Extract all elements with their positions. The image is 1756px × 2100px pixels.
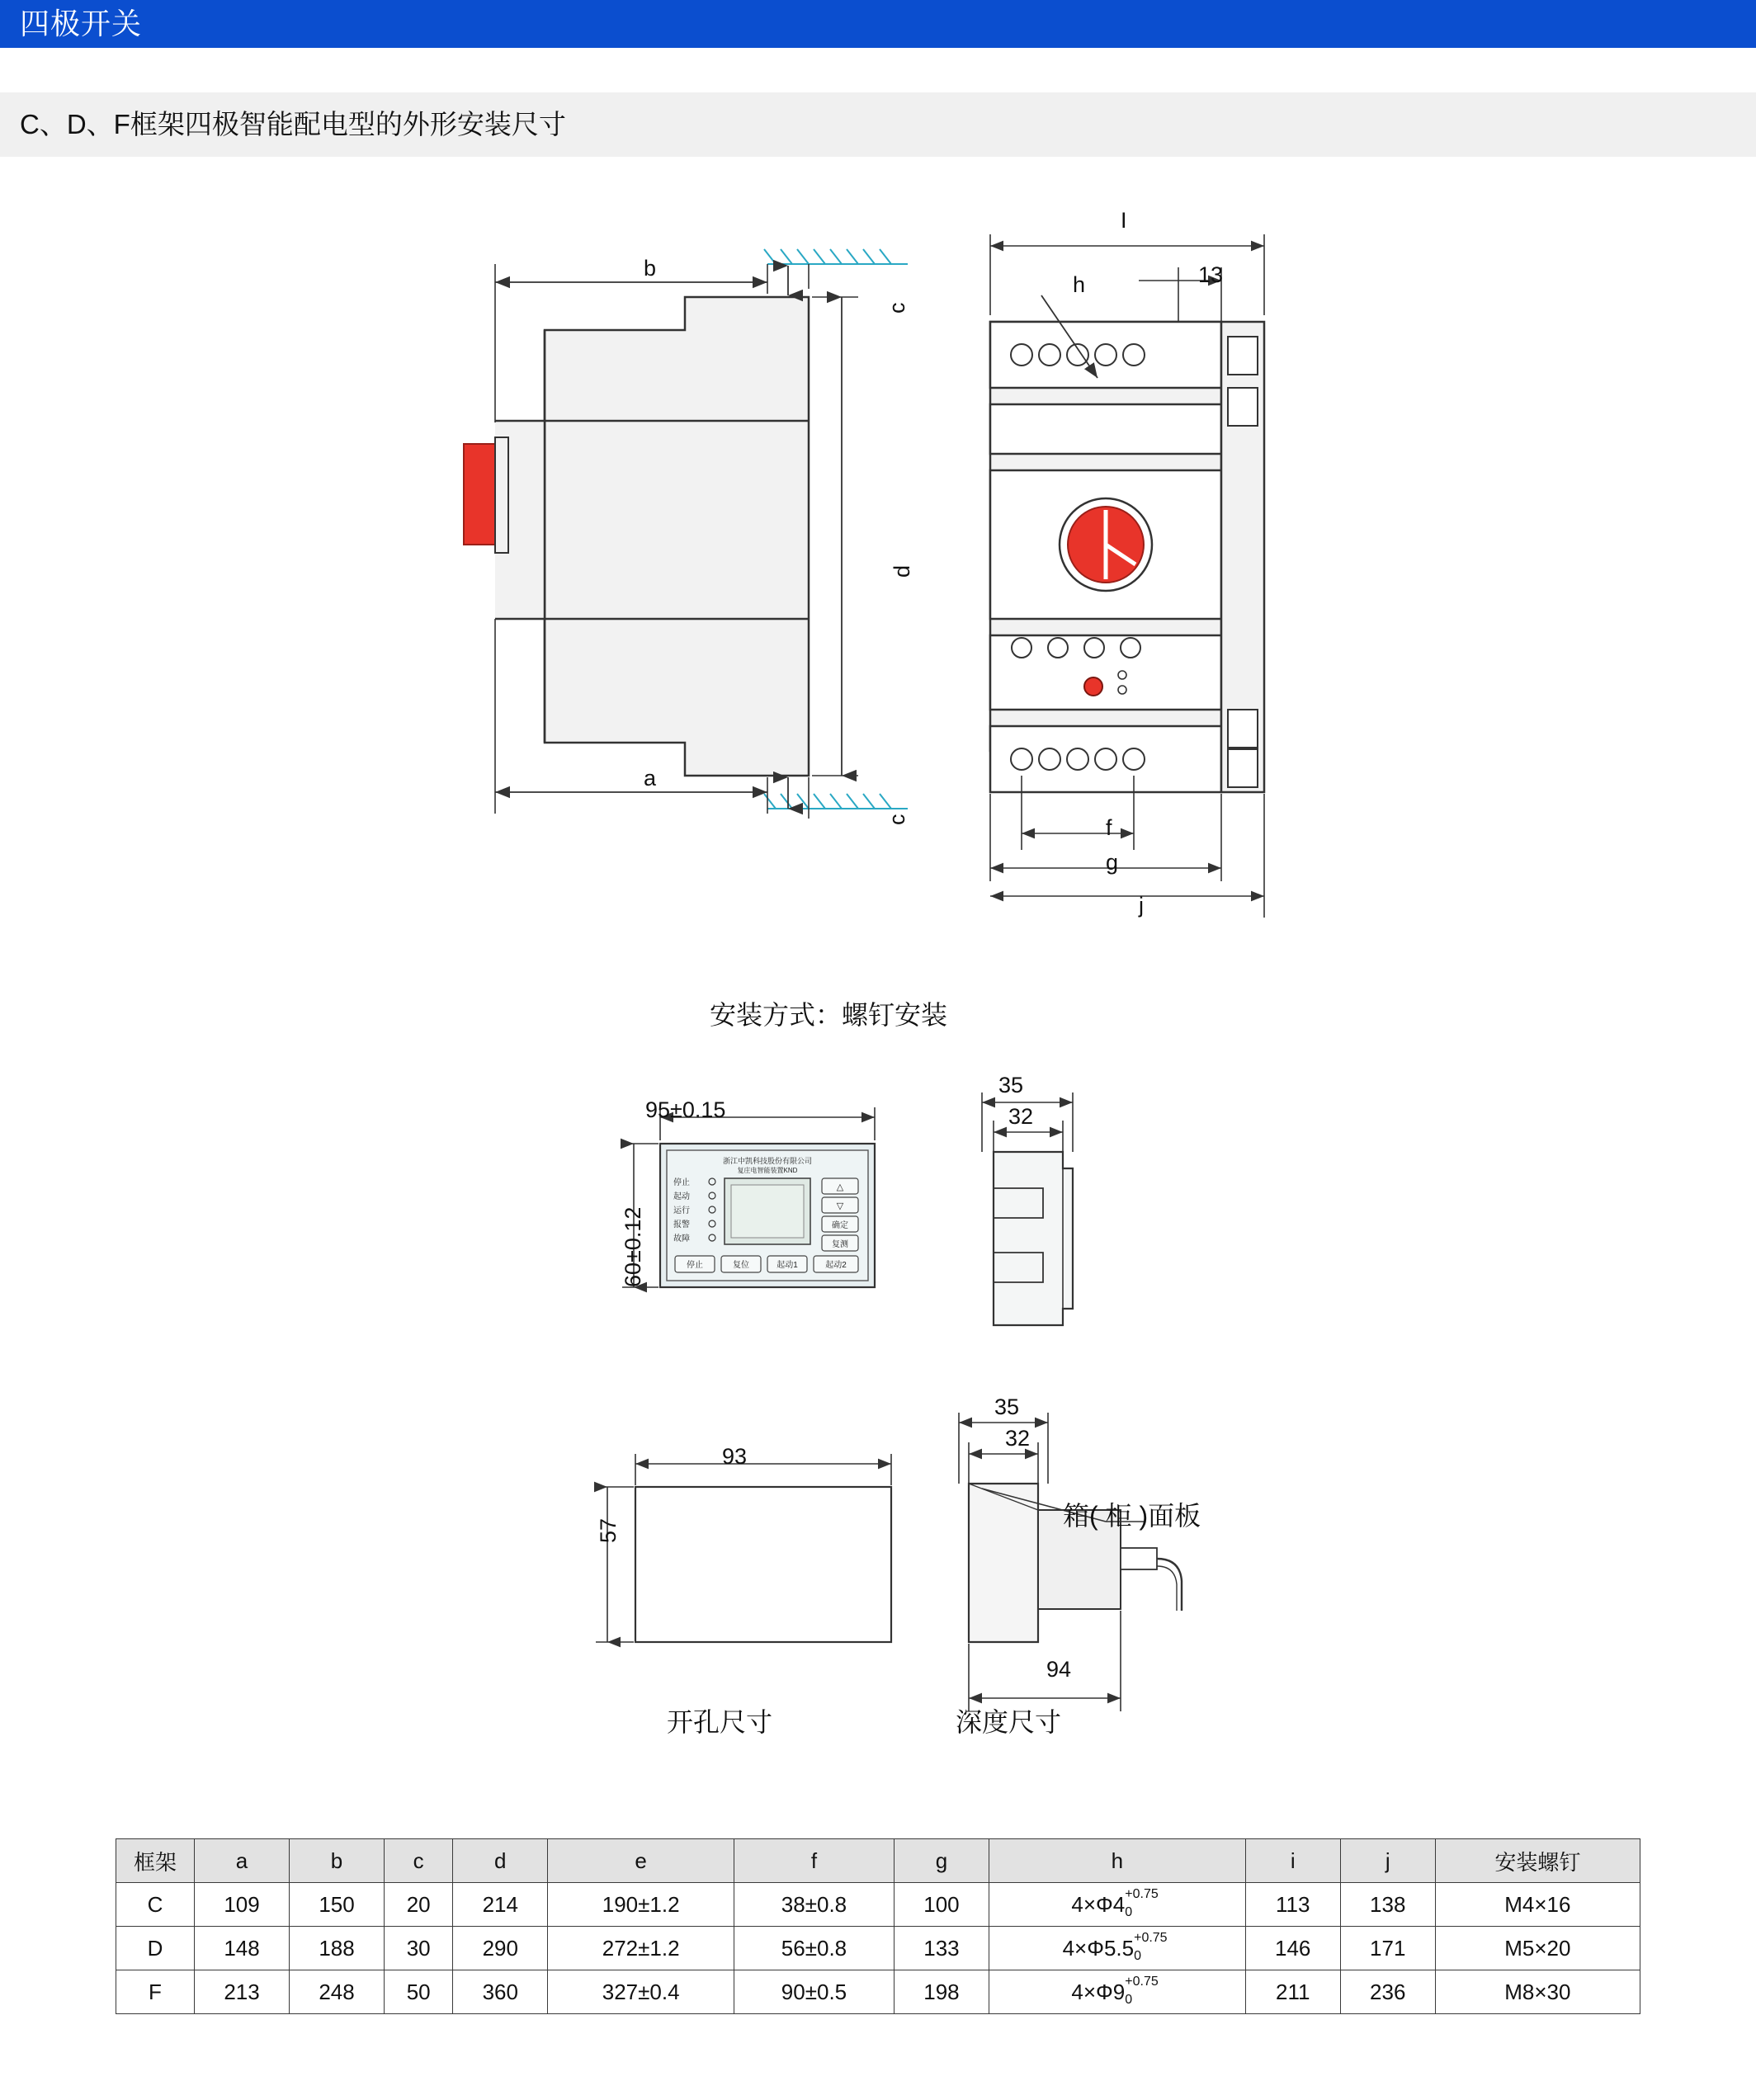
- dim-label-a: a: [644, 766, 657, 790]
- svg-text:停止: 停止: [687, 1261, 703, 1270]
- cell-h: [989, 1927, 1245, 1970]
- cell-c: 20: [385, 1883, 453, 1927]
- panel-module-side-drawing: [957, 1073, 1205, 1370]
- cabinet-panel-label: 箱( 柜 )面板: [1063, 1501, 1201, 1531]
- cell-g: 133: [894, 1927, 989, 1970]
- cell-e: 327±0.4: [548, 1970, 734, 2014]
- th-j: j: [1340, 1839, 1435, 1883]
- subheader-title: C、D、F框架四极智能配电型的外形安装尺寸: [20, 109, 566, 139]
- cell-h-base: 4×Φ4: [1071, 1891, 1126, 1917]
- panel-depth-dim-inner: 32: [1008, 1104, 1034, 1129]
- cutout-height-dim: 57: [596, 1517, 621, 1543]
- svg-text:停止: 停止: [673, 1178, 690, 1187]
- cutout-width-dim: 93: [722, 1444, 748, 1469]
- th-i: i: [1245, 1839, 1340, 1883]
- cell-c: 30: [385, 1927, 453, 1970]
- svg-text:确定: 确定: [832, 1221, 848, 1230]
- depth-caption: 深度尺寸: [956, 1707, 1062, 1737]
- th-a: a: [195, 1839, 290, 1883]
- th-f: f: [734, 1839, 894, 1883]
- cell-h: [989, 1970, 1245, 2014]
- cell-j: 171: [1340, 1927, 1435, 1970]
- th-g: g: [894, 1839, 989, 1883]
- dim-label-i: I: [1121, 208, 1127, 233]
- svg-text:运行: 运行: [673, 1206, 690, 1215]
- dim-label-d: d: [890, 564, 914, 578]
- svg-text:起动2: 起动2: [825, 1261, 847, 1270]
- table-row: [116, 1883, 1640, 1927]
- cell-h: [989, 1883, 1245, 1927]
- svg-text:浙江中凯科技股份有限公司: 浙江中凯科技股份有限公司: [722, 1157, 813, 1165]
- cell-j: 236: [1340, 1970, 1435, 2014]
- cell-d: 360: [453, 1970, 548, 2014]
- cell-frame: F: [116, 1970, 195, 2014]
- th-e: e: [548, 1839, 734, 1883]
- svg-text:复位: 复位: [733, 1261, 749, 1270]
- dim-label-c-bottom: c: [885, 814, 909, 825]
- th-h: h: [989, 1839, 1245, 1883]
- dimension-table: [116, 1838, 1640, 2014]
- cell-g: 198: [894, 1970, 989, 2014]
- cell-b: 150: [290, 1883, 385, 1927]
- th-d: d: [453, 1839, 548, 1883]
- cell-h-sub: 0: [1125, 1992, 1133, 2007]
- cutout-drawing: [578, 1436, 974, 1782]
- cell-screw: M5×20: [1435, 1927, 1640, 1970]
- side-view-drawing: [446, 231, 957, 891]
- cell-e: 190±1.2: [548, 1883, 734, 1927]
- cell-a: 109: [195, 1883, 290, 1927]
- table-row: [116, 1927, 1640, 1970]
- panel-height-dim: 60±0.12: [621, 1206, 645, 1287]
- cell-f: 90±0.5: [734, 1970, 894, 2014]
- panel-width-dim: 95±0.15: [645, 1097, 726, 1122]
- panel-depth-dim-outer: 35: [998, 1073, 1024, 1097]
- cell-h-sup: +0.75: [1125, 1886, 1159, 1901]
- depth-dim-bottom: 94: [1046, 1657, 1072, 1682]
- cell-d: 214: [453, 1883, 548, 1927]
- dim-label-h: h: [1073, 272, 1086, 297]
- svg-text:▽: ▽: [836, 1201, 844, 1211]
- svg-text:故障: 故障: [673, 1234, 690, 1243]
- cell-h-sup: +0.75: [1134, 1930, 1168, 1945]
- cell-screw: M4×16: [1435, 1883, 1640, 1927]
- cell-g: 100: [894, 1883, 989, 1927]
- svg-text:复测: 复测: [832, 1240, 848, 1249]
- dim-label-13: 13: [1198, 262, 1224, 287]
- th-screw: 安装螺钉: [1435, 1839, 1640, 1883]
- dim-label-g: g: [1106, 850, 1119, 875]
- dim-label-b: b: [644, 256, 657, 281]
- svg-text:复庄电智能装置KND: 复庄电智能装置KND: [737, 1167, 798, 1174]
- cell-e: 272±1.2: [548, 1927, 734, 1970]
- cell-h-sub: 0: [1134, 1948, 1141, 1963]
- dim-label-j: j: [1139, 893, 1144, 918]
- cell-j: 138: [1340, 1883, 1435, 1927]
- cell-a: 148: [195, 1927, 290, 1970]
- dim-label-c-top: c: [885, 302, 909, 314]
- table-header-row: [116, 1839, 1640, 1883]
- front-view-drawing: [965, 198, 1527, 924]
- cell-c: 50: [385, 1970, 453, 2014]
- cell-b: 248: [290, 1970, 385, 2014]
- svg-text:△: △: [836, 1182, 844, 1192]
- svg-text:起动: 起动: [673, 1192, 690, 1201]
- page-title: 四极开关: [20, 7, 143, 40]
- svg-text:报警: 报警: [673, 1220, 690, 1229]
- cell-i: 211: [1245, 1970, 1340, 2014]
- cell-frame: C: [116, 1883, 195, 1927]
- cutout-caption: 开孔尺寸: [667, 1707, 773, 1737]
- cell-f: 38±0.8: [734, 1883, 894, 1927]
- cell-f: 56±0.8: [734, 1927, 894, 1970]
- cell-b: 188: [290, 1927, 385, 1970]
- cell-h-sup: +0.75: [1125, 1974, 1159, 1989]
- cell-h-base: 4×Φ5.5: [1062, 1935, 1135, 1961]
- cell-h-sub: 0: [1125, 1904, 1133, 1919]
- th-frame: 框架: [116, 1839, 195, 1883]
- cell-d: 290: [453, 1927, 548, 1970]
- table-row: [116, 1970, 1640, 2014]
- page-header-bar: [0, 0, 1756, 48]
- svg-text:起动1: 起动1: [777, 1261, 798, 1270]
- depth-dim-inner: 32: [1005, 1426, 1031, 1451]
- cell-frame: D: [116, 1927, 195, 1970]
- cell-i: 113: [1245, 1883, 1340, 1927]
- th-c: c: [385, 1839, 453, 1883]
- cell-screw: M8×30: [1435, 1970, 1640, 2014]
- depth-drawing: [932, 1394, 1362, 1749]
- dim-label-f: f: [1106, 815, 1112, 840]
- mounting-method-note: 安装方式：螺钉安装: [710, 1000, 948, 1030]
- cell-a: 213: [195, 1970, 290, 2014]
- depth-dim-outer: 35: [994, 1394, 1020, 1419]
- cell-i: 146: [1245, 1927, 1340, 1970]
- th-b: b: [290, 1839, 385, 1883]
- cell-h-base: 4×Φ9: [1071, 1979, 1126, 2004]
